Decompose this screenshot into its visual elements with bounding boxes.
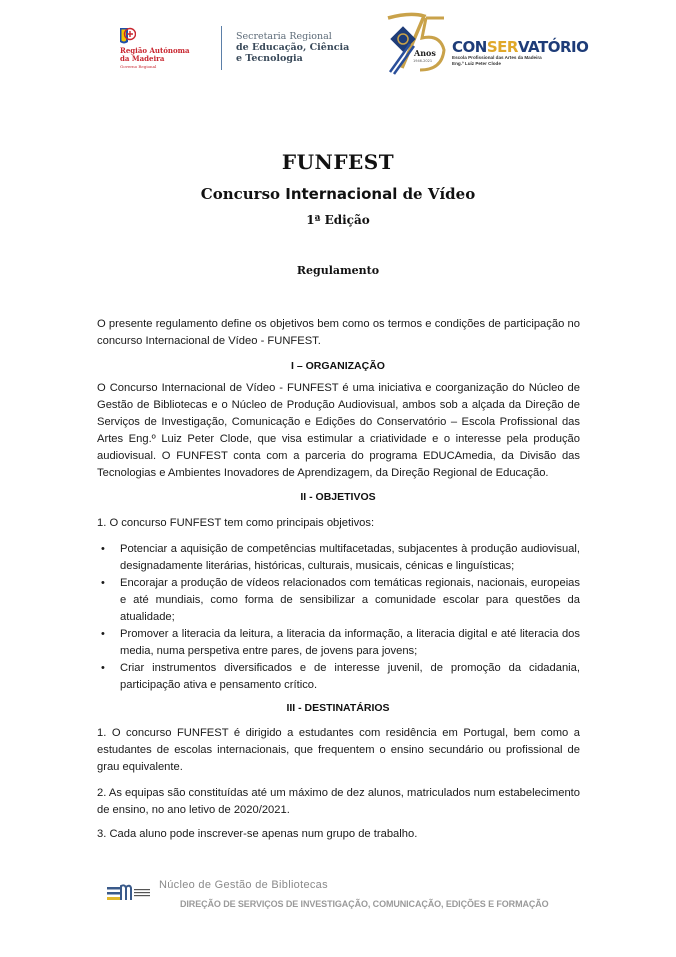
anniversary-years: 1946-2021 (413, 59, 433, 63)
madeira-government-logo (120, 26, 220, 72)
subtitle-part3: de Vídeo (397, 185, 476, 203)
objetivo-item: • Promover a literacia da leitura, a literacia da informação, a literacia digital e até literacia dos media, numa perspetiva entre pares, de jovens para jovens; (97, 626, 580, 660)
secretaria-line3: e Tecnologia (236, 53, 303, 64)
conservatorio-title-part1: CON (452, 38, 487, 56)
secretaria-line1: Secretaria Regional (236, 31, 332, 42)
organizacao-paragraph: O Concurso Internacional de Vídeo - FUNFEST é uma iniciativa e coorganização do Núcleo de Gestão de Bibliotecas e o Núcleo de Produção Audiovisual, ambos sob a alçada da Direção de Serviços de Investigação, Comunicação e Edições do Conservatório – Escola Profissional das Artes Eng.º Luiz Peter Clode, que visa estimular a criatividade e o interesse pela produção audiovisual. O FUNFEST conta com a parceria do programa EDUCAmedia, da Divisão das Tecnologias e Ambientes Inovadores de Aprendizagem, da Direção Regional de Educação. (97, 382, 580, 479)
destinatarios-item: 1. O concurso FUNFEST é dirigido a estudantes com residência em Portugal, bem como a estudantes de escolas internacionais, que frequentem o ensino secundário ou profissional de grau equivalente. (97, 727, 580, 773)
footer-direcao-label: DIREÇÃO DE SERVIÇOS DE INVESTIGAÇÃO, COMUNICAÇÃO, EDIÇÕES E FORMAÇÃO (180, 899, 549, 909)
conservatorio-subtitle2: Eng.º Luiz Peter Clode (452, 61, 501, 66)
destinatarios-item: 3. Cada aluno pode inscrever-se apenas num grupo de trabalho. (97, 828, 418, 840)
conservatorio-subtitle1: Escola Profissional das Artes da Madeira (452, 55, 542, 60)
bibliotecas-logo-icon (107, 882, 163, 904)
75-anos-anniversary-icon (380, 8, 450, 76)
document-subtitle (0, 185, 676, 203)
conservatorio-logo (452, 40, 588, 67)
conservatorio-title-part3: VATÓRIO (517, 38, 589, 56)
objetivo-item: • Potenciar a aquisição de competências multifacetadas, subjacentes à produção audiovisual, designadamente literárias, históricas, culturais, musicais, cénicas e linguísticas; (97, 541, 580, 575)
section-heading-destinatarios: III - DESTINATÁRIOS (286, 702, 390, 714)
madeira-logo-line2: da Madeira (120, 54, 165, 63)
conservatorio-title (452, 40, 588, 55)
footer-nucleo-label: Núcleo de Gestão de Bibliotecas (159, 879, 328, 891)
section-heading-organizacao: I – ORGANIZAÇÃO (291, 360, 385, 372)
madeira-shield-icon (120, 26, 136, 46)
document-type: Regulamento (296, 264, 380, 277)
document-footer (0, 870, 676, 920)
objetivo-item: • Criar instrumentos diversificados e de interesse juvenil, de promoção da cidadania, participação ativa e pensamento crítico. (97, 660, 580, 694)
secretaria-regional-logo (236, 31, 349, 64)
madeira-logo-line1: Região Autónoma (120, 46, 190, 55)
intro-paragraph: O presente regulamento define os objetivos bem como os termos e condições de participação no concurso Internacional de Vídeo - FUNFEST. (97, 318, 580, 347)
document-title: FUNFEST (281, 150, 395, 174)
edition-label: 1ª Edição (306, 213, 370, 227)
section-heading-objetivos: II - OBJETIVOS (300, 491, 376, 503)
document-header (0, 0, 676, 90)
destinatarios-item: 2. As equipas são constituídas até um máximo de dez alunos, matriculados num estabelecimento de ensino, no ano letivo de 2020/2021. (97, 787, 580, 816)
subtitle-part1: Concurso (200, 185, 286, 203)
objetivos-lead: 1. O concurso FUNFEST tem como principais objetivos: (97, 517, 375, 529)
madeira-logo-text (120, 47, 190, 71)
conservatorio-title-part2: SER (486, 38, 518, 56)
subtitle-part2: Internacional (285, 185, 398, 203)
objetivo-item: • Encorajar a produção de vídeos relacionados com temáticas regionais, nacionais, europeias e até mundiais, como forma de sensibilizar a comunidade escolar para questões da atualidade; (97, 575, 580, 626)
secretaria-line2: de Educação, Ciência (236, 42, 350, 53)
header-divider (221, 26, 222, 70)
madeira-logo-line3: Governo Regional (120, 64, 157, 69)
objetivos-list (97, 541, 580, 694)
anniversary-label: Anos (414, 48, 436, 58)
